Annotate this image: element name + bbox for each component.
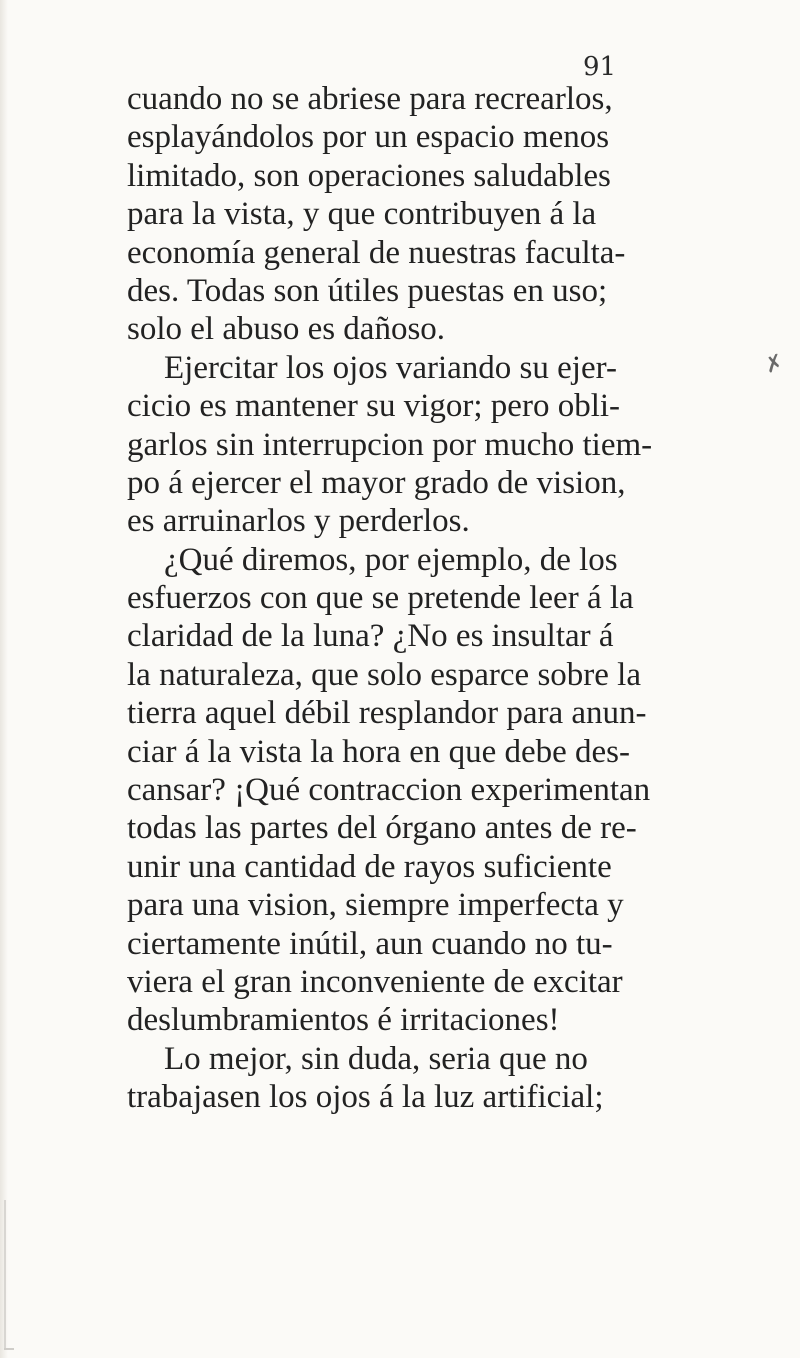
text-line: claridad de la luna? ¿No es insultar á: [127, 618, 614, 655]
text-line: la naturaleza, que solo esparce sobre la: [127, 656, 641, 693]
text-line: limitado, son operaciones saludables: [127, 157, 611, 194]
text-line: ¿Qué diremos, por ejemplo, de los: [164, 541, 618, 578]
margin-mark: ✗: [761, 349, 787, 380]
text-line: deslumbramientos é irritaciones!: [127, 1002, 560, 1039]
text-line: ciar á la vista la hora en que debe des-: [127, 733, 631, 770]
page-corner-mark: [4, 1348, 14, 1350]
spine-shadow: [0, 0, 8, 1358]
text-line: cuando no se abriese para recrearlos,: [127, 81, 613, 117]
text-line: cicio es mantener su vigor; pero obli-: [127, 388, 621, 425]
text-line: unir una cantidad de rayos suficiente: [127, 848, 612, 885]
text-line: des. Todas son útiles puestas en uso;: [127, 272, 608, 309]
text-line: esfuerzos con que se pretende leer á la: [127, 580, 634, 617]
text-line: garlos sin interrupcion por mucho tiem-: [127, 426, 653, 463]
text-line: Lo mejor, sin duda, seria que no: [164, 1040, 588, 1077]
text-line: trabajasen los ojos á la luz artificial;: [127, 1079, 604, 1116]
text-line: esplayándolos por un espacio menos: [127, 119, 610, 156]
text-line: ciertamente inútil, aun cuando no tu-: [127, 925, 613, 962]
body-text: [127, 80, 757, 1117]
text-line: economía general de nuestras faculta-: [127, 234, 626, 271]
text-line: para una vision, siempre imperfecta y: [127, 887, 624, 924]
text-line: tierra aquel débil resplandor para anun-: [127, 695, 647, 732]
page-edge-line: [4, 1200, 6, 1350]
text-line: po á ejercer el mayor grado de vision,: [127, 464, 626, 501]
text-line: Ejercitar los ojos variando su ejer-: [164, 349, 617, 386]
text-line: es arruinarlos y perderlos.: [127, 503, 470, 540]
text-line: solo el abuso es dañoso.: [127, 311, 446, 348]
text-line: viera el gran inconveniente de excitar: [127, 963, 623, 1000]
page-number: 91: [583, 52, 617, 82]
text-line: para la vista, y que contribuyen á la: [127, 196, 597, 233]
text-line: todas las partes del órgano antes de re-: [127, 810, 637, 847]
text-line: cansar? ¡Qué contraccion experimentan: [127, 772, 651, 809]
